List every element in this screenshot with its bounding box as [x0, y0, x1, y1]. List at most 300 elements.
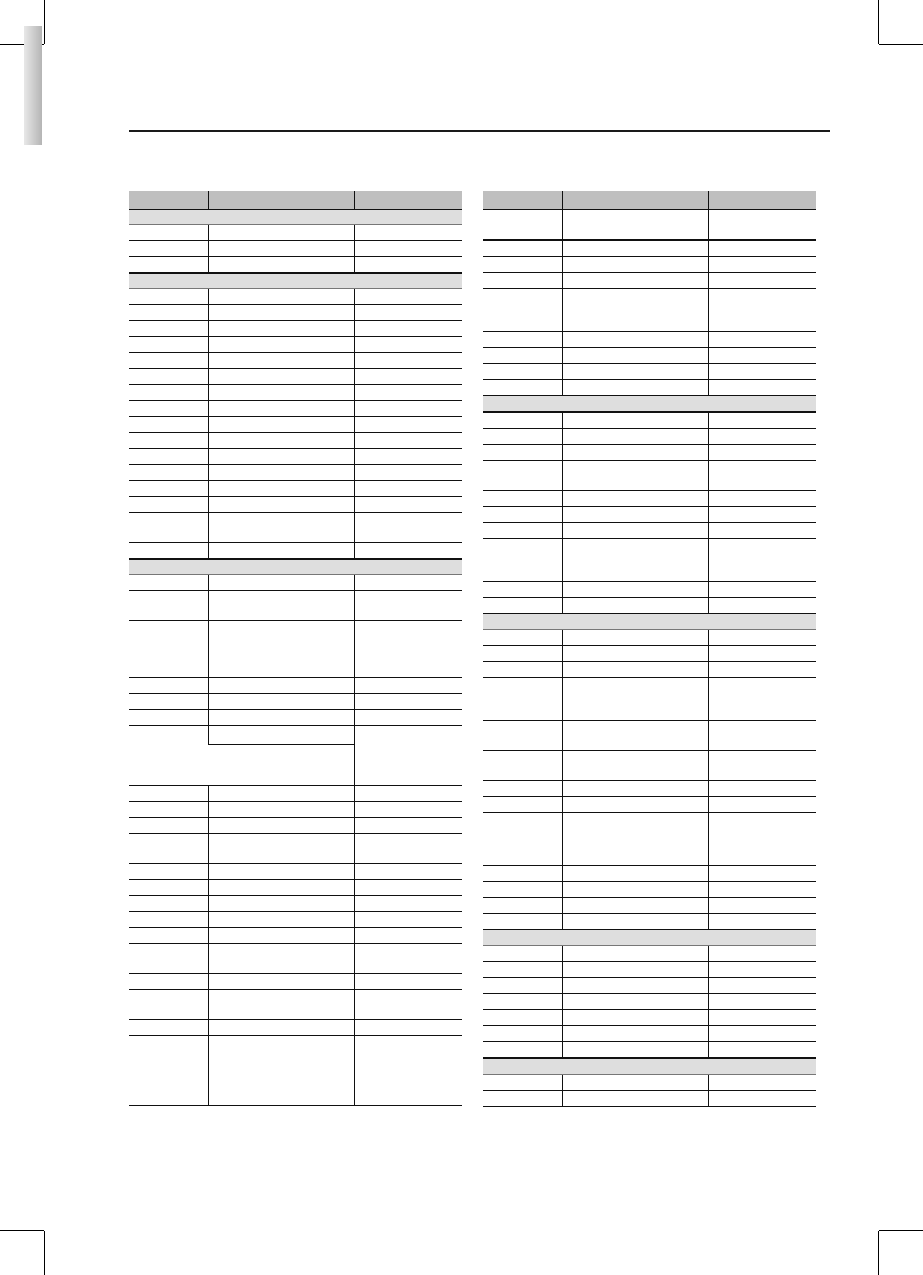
- table-cell: [562, 994, 708, 1010]
- table-cell: [483, 1026, 562, 1042]
- table-cell: [562, 866, 708, 882]
- table-row: [129, 1020, 462, 1036]
- table-cell: [483, 429, 562, 445]
- table-cell: [129, 818, 208, 834]
- table-cell: [483, 210, 562, 241]
- table-cell: [483, 914, 562, 930]
- table-cell: [208, 225, 354, 241]
- table-section-row: [483, 1058, 816, 1075]
- table-cell: [129, 513, 208, 543]
- table-cell: [708, 507, 816, 523]
- table-cell: [129, 225, 208, 241]
- table-row: [483, 210, 816, 241]
- table-cell: [562, 1075, 708, 1091]
- table-row: [129, 694, 462, 710]
- table-cell: [354, 433, 462, 449]
- table-cell: [129, 591, 208, 621]
- table-row: [129, 449, 462, 465]
- table-cell: [708, 598, 816, 614]
- table-cell: [562, 380, 708, 396]
- table-cell: [129, 385, 208, 401]
- table-cell: [354, 864, 462, 880]
- table-row: [483, 1026, 816, 1042]
- table-cell: [129, 1020, 208, 1036]
- table-cell: [129, 241, 208, 257]
- table-cell: [483, 240, 562, 257]
- table-row: [129, 225, 462, 241]
- table-cell: [354, 543, 462, 560]
- table-cell: [708, 1010, 816, 1026]
- table-cell: [354, 710, 462, 726]
- table-row: [483, 914, 816, 930]
- table-cell: [208, 745, 354, 786]
- table-cell: [708, 946, 816, 962]
- table-cell: [208, 710, 354, 726]
- table-cell: [483, 445, 562, 461]
- table-cell: [129, 337, 208, 353]
- table-cell: [354, 305, 462, 321]
- table-header-cell: [483, 191, 562, 210]
- table-cell: [208, 974, 354, 990]
- table-cell: [129, 864, 208, 880]
- table-cell: [354, 802, 462, 818]
- table-cell: [208, 369, 354, 385]
- table-cell: [708, 994, 816, 1010]
- table-row: [129, 369, 462, 385]
- table-cell: [483, 257, 562, 273]
- table-cell: [208, 678, 354, 694]
- table-section-cell: [483, 1058, 816, 1075]
- table-cell: [354, 694, 462, 710]
- table-section-cell: [483, 930, 816, 946]
- table-row: [129, 1036, 462, 1106]
- table-cell: [354, 880, 462, 896]
- table-row: [129, 417, 462, 433]
- table-cell: [208, 433, 354, 449]
- table-cell: [708, 797, 816, 813]
- table-row: [483, 797, 816, 813]
- table-cell: [354, 497, 462, 513]
- table-cell: [708, 962, 816, 978]
- table-row: [483, 491, 816, 507]
- table-cell: [354, 928, 462, 944]
- table-cell: [562, 662, 708, 678]
- table-cell: [129, 289, 208, 305]
- table-row: [129, 864, 462, 880]
- table-cell: [708, 364, 816, 380]
- table-cell: [708, 978, 816, 994]
- table-cell: [208, 321, 354, 337]
- table-cell: [208, 1020, 354, 1036]
- table-cell: [354, 786, 462, 802]
- table-cell: [562, 962, 708, 978]
- table-cell: [483, 1091, 562, 1107]
- table-cell: [562, 461, 708, 491]
- table-cell: [129, 786, 208, 802]
- table-header-cell: [129, 191, 208, 210]
- table-cell: [208, 543, 354, 560]
- table-row: [483, 539, 816, 582]
- table-cell: [208, 726, 354, 745]
- table-cell: [483, 751, 562, 781]
- table-cell: [354, 896, 462, 912]
- table-section-row: [483, 930, 816, 946]
- table-cell: [708, 721, 816, 751]
- table-cell: [129, 896, 208, 912]
- table-cell: [562, 813, 708, 866]
- table-cell: [208, 497, 354, 513]
- table-cell: [208, 896, 354, 912]
- table-section-row: [129, 210, 462, 225]
- table-cell: [562, 289, 708, 332]
- table-cell: [562, 523, 708, 539]
- table-header-cell: [208, 191, 354, 210]
- table-cell: [208, 353, 354, 369]
- table-row: [483, 1042, 816, 1059]
- table-cell: [483, 289, 562, 332]
- table-cell: [708, 273, 816, 289]
- table-cell: [354, 369, 462, 385]
- table-cell: [562, 1091, 708, 1107]
- table-cell: [208, 289, 354, 305]
- table-cell: [483, 1010, 562, 1026]
- table-cell: [354, 834, 462, 864]
- table-cell: [129, 802, 208, 818]
- table-row: [129, 513, 462, 543]
- crop-mark-bottom-left-vertical: [44, 1231, 45, 1275]
- table-cell: [483, 598, 562, 614]
- table-cell: [129, 575, 208, 591]
- table-cell: [708, 866, 816, 882]
- table-cell: [129, 369, 208, 385]
- table-cell: [562, 598, 708, 614]
- table-header-cell: [708, 191, 816, 210]
- table-cell: [129, 912, 208, 928]
- table-cell: [208, 305, 354, 321]
- table-cell: [483, 813, 562, 866]
- table-cell: [208, 834, 354, 864]
- table-cell: [562, 1010, 708, 1026]
- table-row: [129, 834, 462, 864]
- table-cell: [562, 332, 708, 348]
- table-row: [129, 818, 462, 834]
- table-cell: [208, 928, 354, 944]
- table-cell: [354, 726, 462, 786]
- table-row: [129, 575, 462, 591]
- table-header-row: [483, 191, 816, 210]
- table-cell: [708, 882, 816, 898]
- table-cell: [354, 513, 462, 543]
- table-row: [129, 321, 462, 337]
- side-tab: [24, 26, 42, 145]
- table-row: [483, 429, 816, 445]
- table-row: [483, 646, 816, 662]
- table-row: [483, 364, 816, 380]
- table-cell: [483, 962, 562, 978]
- crop-mark-bottom-right-horizontal: [879, 1230, 923, 1231]
- table-cell: [708, 646, 816, 662]
- table-cell: [708, 257, 816, 273]
- table-cell: [354, 353, 462, 369]
- table-cell: [562, 882, 708, 898]
- table-cell: [483, 994, 562, 1010]
- table-row: [483, 866, 816, 882]
- table-section-cell: [483, 614, 816, 630]
- table-row: [483, 882, 816, 898]
- table-cell: [562, 797, 708, 813]
- table-cell: [708, 662, 816, 678]
- table-section-row: [483, 396, 816, 413]
- table-cell: [354, 449, 462, 465]
- table-cell: [562, 1026, 708, 1042]
- table-cell: [562, 914, 708, 930]
- table-cell: [354, 385, 462, 401]
- table-cell: [562, 273, 708, 289]
- table-row: [129, 944, 462, 974]
- table-row: [483, 898, 816, 914]
- table-cell: [208, 944, 354, 974]
- table-cell: [708, 781, 816, 797]
- table-cell: [562, 429, 708, 445]
- table-row: [129, 305, 462, 321]
- table-cell: [483, 646, 562, 662]
- table-cell: [483, 1042, 562, 1059]
- table-header-row: [129, 191, 462, 210]
- table-cell: [129, 621, 208, 678]
- table-cell: [483, 491, 562, 507]
- table-section-row: [483, 614, 816, 630]
- table-row: [129, 543, 462, 560]
- table-row: [129, 497, 462, 513]
- table-row: [129, 241, 462, 257]
- table-cell: [708, 813, 816, 866]
- table-section-row: [129, 273, 462, 289]
- table-cell: [562, 946, 708, 962]
- table-cell: [354, 289, 462, 305]
- table-cell: [354, 1036, 462, 1106]
- table-cell: [129, 834, 208, 864]
- table-cell: [129, 726, 208, 786]
- table-row: [483, 240, 816, 257]
- table-cell: [208, 864, 354, 880]
- table-cell: [208, 337, 354, 353]
- table-cell: [708, 210, 816, 241]
- table-cell: [129, 543, 208, 560]
- table-cell: [483, 364, 562, 380]
- table-cell: [129, 305, 208, 321]
- table-row: [483, 332, 816, 348]
- table-row: [129, 465, 462, 481]
- table-cell: [708, 380, 816, 396]
- table-cell: [483, 882, 562, 898]
- table-row: [129, 257, 462, 274]
- table-cell: [483, 781, 562, 797]
- table-cell: [354, 944, 462, 974]
- table-row: [129, 678, 462, 694]
- table-cell: [708, 1091, 816, 1107]
- table-row: [129, 726, 462, 745]
- table-cell: [208, 449, 354, 465]
- table-cell: [354, 974, 462, 990]
- table-section-cell: [129, 559, 462, 575]
- table-cell: [708, 412, 816, 429]
- table-cell: [129, 678, 208, 694]
- table-row: [129, 591, 462, 621]
- table-cell: [354, 241, 462, 257]
- table-row: [483, 994, 816, 1010]
- table-row: [129, 880, 462, 896]
- table-section-row: [129, 559, 462, 575]
- table-row: [483, 273, 816, 289]
- table-row: [129, 928, 462, 944]
- table-cell: [562, 348, 708, 364]
- table-cell: [562, 257, 708, 273]
- table-cell: [208, 417, 354, 433]
- table-cell: [708, 289, 816, 332]
- table-cell: [483, 507, 562, 523]
- table-row: [483, 348, 816, 364]
- table-cell: [562, 646, 708, 662]
- table-cell: [483, 678, 562, 721]
- table-row: [483, 461, 816, 491]
- table-row: [483, 678, 816, 721]
- table-row: [129, 990, 462, 1020]
- table-cell: [354, 678, 462, 694]
- table-row: [483, 1075, 816, 1091]
- table-row: [483, 598, 816, 614]
- table-cell: [129, 710, 208, 726]
- table-cell: [708, 678, 816, 721]
- table-cell: [129, 928, 208, 944]
- table-cell: [562, 240, 708, 257]
- crop-mark-top-right-vertical: [878, 0, 879, 44]
- crop-mark-top-right-horizontal: [879, 44, 923, 45]
- table-cell: [354, 1020, 462, 1036]
- table-row: [129, 433, 462, 449]
- table-cell: [129, 974, 208, 990]
- table-cell: [708, 630, 816, 646]
- table-cell: [708, 240, 816, 257]
- table-cell: [354, 621, 462, 678]
- table-cell: [129, 990, 208, 1020]
- table-cell: [129, 257, 208, 274]
- table-cell: [129, 449, 208, 465]
- table-cell: [354, 818, 462, 834]
- table-row: [129, 974, 462, 990]
- table-cell: [208, 465, 354, 481]
- table-row: [483, 813, 816, 866]
- table-row: [483, 962, 816, 978]
- table-cell: [208, 1036, 354, 1106]
- table-cell: [708, 1042, 816, 1059]
- table-cell: [354, 257, 462, 274]
- table-cell: [208, 401, 354, 417]
- table-cell: [354, 591, 462, 621]
- table-cell: [208, 241, 354, 257]
- table-row: [483, 630, 816, 646]
- table-cell: [354, 225, 462, 241]
- table-cell: [562, 445, 708, 461]
- table-cell: [208, 990, 354, 1020]
- table-cell: [129, 433, 208, 449]
- table-cell: [708, 582, 816, 598]
- table-cell: [708, 348, 816, 364]
- table-cell: [483, 412, 562, 429]
- table-cell: [708, 491, 816, 507]
- table-row: [129, 786, 462, 802]
- table-row: [129, 912, 462, 928]
- table-cell: [562, 582, 708, 598]
- table-cell: [483, 898, 562, 914]
- table-row: [483, 721, 816, 751]
- table-cell: [708, 751, 816, 781]
- table-cell: [354, 337, 462, 353]
- table-cell: [354, 401, 462, 417]
- table-row: [483, 507, 816, 523]
- table-cell: [129, 944, 208, 974]
- crop-mark-top-left-vertical: [44, 0, 45, 44]
- table-cell: [354, 417, 462, 433]
- table-cell: [129, 497, 208, 513]
- table-cell: [129, 417, 208, 433]
- table-row: [483, 1091, 816, 1107]
- table-row: [483, 445, 816, 461]
- table-row: [129, 710, 462, 726]
- table-cell: [708, 523, 816, 539]
- crop-mark-bottom-right-vertical: [878, 1231, 879, 1275]
- table-cell: [208, 802, 354, 818]
- table-cell: [208, 257, 354, 274]
- table-cell: [483, 380, 562, 396]
- table-cell: [483, 332, 562, 348]
- table-row: [129, 385, 462, 401]
- header-rule: [129, 130, 830, 132]
- table-cell: [129, 401, 208, 417]
- table-row: [483, 380, 816, 396]
- table-row: [483, 1010, 816, 1026]
- table-cell: [208, 621, 354, 678]
- table-cell: [562, 1042, 708, 1059]
- table-cell: [483, 662, 562, 678]
- table-cell: [708, 332, 816, 348]
- table-cell: [483, 461, 562, 491]
- table-cell: [354, 912, 462, 928]
- table-cell: [562, 507, 708, 523]
- table-cell: [129, 481, 208, 497]
- table-cell: [562, 678, 708, 721]
- table-cell: [708, 429, 816, 445]
- table-row: [129, 802, 462, 818]
- table-cell: [483, 866, 562, 882]
- table-section-cell: [129, 273, 462, 289]
- table-cell: [129, 694, 208, 710]
- table-cell: [483, 582, 562, 598]
- table-cell: [562, 751, 708, 781]
- table-cell: [483, 1075, 562, 1091]
- table-cell: [708, 539, 816, 582]
- table-row: [129, 401, 462, 417]
- table-cell: [562, 630, 708, 646]
- table-row: [483, 781, 816, 797]
- table-cell: [129, 465, 208, 481]
- table-row: [483, 582, 816, 598]
- table-cell: [208, 513, 354, 543]
- table-cell: [354, 990, 462, 1020]
- table-cell: [208, 818, 354, 834]
- table-row: [129, 481, 462, 497]
- table-cell: [483, 721, 562, 751]
- table-cell: [708, 898, 816, 914]
